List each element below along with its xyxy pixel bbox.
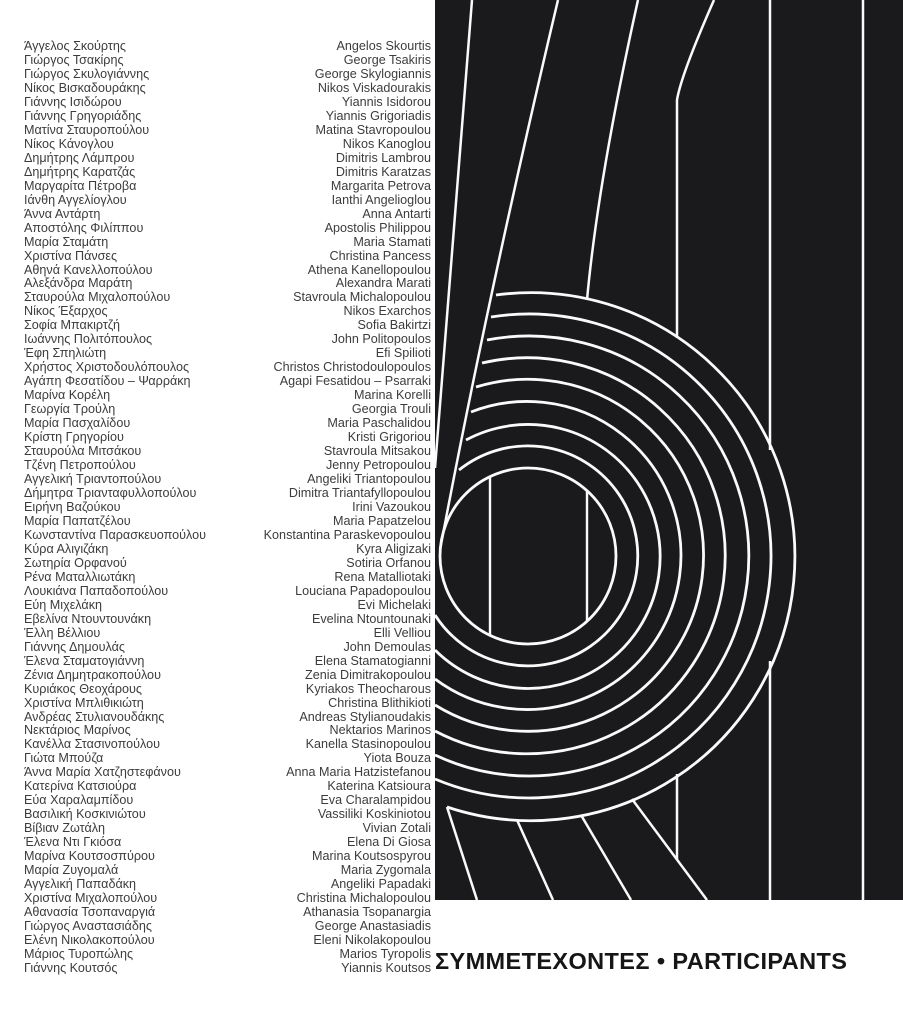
participant-row	[24, 766, 431, 780]
participant-name-english: Louciana Papadopoulou	[295, 583, 431, 598]
participant-name-english: Kristi Grigoriou	[347, 430, 431, 445]
participant-name-greek: Αθανασία Τσοπαναργιά	[24, 905, 156, 920]
participant-name-greek: Σωτηρία Ορφανού	[24, 555, 127, 570]
participant-name-greek: Γεωργία Τρούλη	[24, 402, 116, 417]
participant-name-english: Dimitra Triantafyllopoulou	[288, 486, 431, 500]
participant-row	[24, 152, 431, 166]
participant-row	[24, 669, 431, 683]
participant-name-english: Athanasia Tsopanargia	[303, 905, 431, 920]
participant-row	[24, 222, 431, 236]
participant-name-greek: Αθηνά Κανελλοπούλου	[24, 262, 153, 277]
participant-name-english: Eva Charalampidou	[320, 793, 431, 808]
participant-name-english: John Demoulas	[343, 639, 431, 654]
participant-name-english: Anna Antarti	[362, 206, 431, 221]
participant-name-english: Yiannis Grigoriadis	[325, 108, 431, 123]
participant-name-english: Eleni Nikolakopoulou	[313, 933, 431, 947]
stem-line-3	[587, 0, 638, 300]
participant-row	[24, 864, 431, 878]
participant-name-greek: Κανέλλα Στασινοπούλου	[24, 737, 160, 752]
participant-name-english: Sofia Bakirtzi	[357, 318, 431, 333]
participant-row	[24, 291, 431, 305]
participant-name-english: Yiota Bouza	[363, 751, 431, 766]
participant-name-greek: Χριστίνα Πάνσες	[24, 248, 118, 263]
participant-row	[24, 110, 431, 124]
participant-name-english: Maria Zygomala	[340, 863, 431, 878]
ray-4	[632, 799, 707, 900]
participant-row	[24, 40, 431, 54]
participant-name-greek: Χριστίνα Μπλιθικιώτη	[24, 695, 144, 710]
participant-row	[24, 934, 431, 948]
participant-name-greek: Ζένια Δημητρακοπούλου	[24, 667, 161, 682]
participant-name-greek: Μαρία Παπατζέλου	[24, 513, 131, 528]
participant-name-english: Jenny Petropoulou	[325, 458, 431, 473]
participant-name-greek: Αποστόλης Φιλίππου	[24, 220, 144, 235]
participant-name-english: Georgia Trouli	[351, 402, 431, 417]
participant-name-greek: Κύρα Αλιγιζάκη	[24, 541, 109, 556]
participant-name-english: Nektarios Marinos	[329, 723, 431, 738]
participant-name-english: Christina Blithikioti	[328, 695, 431, 710]
participant-name-greek: Γιώργος Σκυλογιάννης	[24, 66, 150, 81]
participant-name-greek: Αγάπη Φεσατίδου – Ψαρράκη	[24, 374, 191, 389]
participant-name-greek: Μαρίνα Κορέλη	[24, 388, 111, 403]
participant-name-greek: Άννα Αντάρτη	[24, 206, 101, 221]
participant-name-greek: Ανδρέας Στυλιανουδάκης	[24, 709, 165, 724]
participant-name-english: Marina Korelli	[354, 388, 431, 403]
participant-name-greek: Γιάννης Κουτσός	[24, 960, 118, 975]
participant-name-english: George Anastasiadis	[314, 919, 431, 934]
participant-name-english: Nikos Viskadourakis	[317, 80, 431, 95]
participant-name-greek: Μαρία Πασχαλίδου	[24, 416, 131, 431]
poster-panel	[435, 0, 903, 900]
participant-name-english: Kyriakos Theocharous	[305, 681, 431, 696]
participant-name-english: Marios Tyropolis	[339, 946, 431, 961]
ring-1	[440, 468, 616, 644]
participant-row	[24, 473, 431, 487]
participant-row	[24, 403, 431, 417]
participant-name-english: John Politopoulos	[331, 332, 431, 347]
participant-name-english: Sotiria Orfanou	[346, 555, 431, 570]
participant-row	[24, 236, 431, 250]
participant-name-greek: Ρένα Ματαλλιωτάκη	[24, 569, 136, 584]
ray-2	[517, 820, 553, 900]
vertical-bars	[677, 0, 863, 900]
participant-row	[24, 697, 431, 711]
participant-name-english: Yiannis Koutsos	[341, 960, 431, 975]
participant-name-english: Vivian Zotali	[362, 821, 431, 836]
participant-name-greek: Γιώργος Αναστασιάδης	[24, 919, 152, 934]
participant-row	[24, 54, 431, 68]
participant-row	[24, 724, 431, 738]
participant-name-english: Konstantina Paraskevopoulou	[263, 527, 431, 542]
participant-row	[24, 962, 431, 976]
participant-row	[24, 277, 431, 291]
participant-name-greek: Έλενα Σταματογιάννη	[24, 653, 145, 668]
participant-row	[24, 417, 431, 431]
participant-row	[24, 906, 431, 920]
participant-name-english: Agapi Fesatidou – Psarraki	[279, 374, 431, 389]
participant-name-english: Stavroula Michalopoulou	[293, 290, 431, 305]
participant-name-english: Elena Di Giosa	[347, 835, 431, 850]
participant-row	[24, 571, 431, 585]
participant-name-greek: Τζένη Πετροπούλου	[24, 458, 136, 473]
participant-name-greek: Σταυρούλα Μιτσάκου	[24, 444, 142, 459]
caption-participants: ΣΥΜΜΕΤΕΧΟΝΤΕΣ • PARTICIPANTS	[435, 948, 848, 974]
participant-name-greek: Ματίνα Σταυροπούλου	[24, 122, 150, 137]
participant-name-english: Maria Stamati	[353, 234, 431, 249]
participant-row	[24, 892, 431, 906]
inner-chords	[490, 477, 587, 635]
participant-name-english: Nikos Exarchos	[343, 304, 431, 319]
participant-name-greek: Βασιλική Κοσκινιώτου	[24, 807, 146, 822]
participant-row	[24, 68, 431, 82]
participant-name-english: Christina Michalopoulou	[296, 891, 431, 906]
ray-1	[447, 807, 477, 900]
participant-name-english: Rena Matalliotaki	[334, 569, 431, 584]
participant-row	[24, 543, 431, 557]
participant-name-greek: Έφη Σπηλιώτη	[24, 346, 107, 361]
participant-name-greek: Δημήτρης Λάμπρου	[24, 150, 135, 165]
participant-row	[24, 82, 431, 96]
participant-name-english: Elena Stamatogianni	[314, 653, 431, 668]
participant-row	[24, 305, 431, 319]
participant-row	[24, 180, 431, 194]
participant-name-greek: Σοφία Μπακιρτζή	[24, 318, 121, 333]
participant-name-english: Evelina Ntountounaki	[311, 611, 431, 626]
participant-row	[24, 375, 431, 389]
participant-name-greek: Λουκιάνα Παπαδοπούλου	[24, 583, 169, 598]
participant-name-greek: Άγγελος Σκούρτης	[24, 39, 126, 53]
participant-name-english: George Tsakiris	[343, 52, 431, 67]
participant-name-greek: Αγγελική Παπαδάκη	[24, 877, 137, 892]
participant-row	[24, 361, 431, 375]
participant-name-english: Dimitris Lambrou	[335, 150, 431, 165]
participant-row	[24, 585, 431, 599]
participant-name-english: Athena Kanellopoulou	[307, 262, 431, 277]
participant-row	[24, 752, 431, 766]
participant-name-greek: Εβελίνα Ντουντουνάκη	[24, 611, 152, 626]
ring-2	[435, 446, 638, 666]
participants-list	[24, 40, 431, 976]
participant-name-greek: Δημήτρης Καρατζάς	[24, 164, 136, 179]
participant-name-english: Matina Stavropoulou	[315, 122, 431, 137]
participant-name-english: Yiannis Isidorou	[341, 94, 431, 109]
participant-name-english: Christos Christodoulopoulos	[273, 360, 431, 375]
participant-name-greek: Ειρήνη Βαζούκου	[24, 499, 121, 514]
participant-row	[24, 389, 431, 403]
participant-row	[24, 641, 431, 655]
participant-row	[24, 808, 431, 822]
participant-name-greek: Αλεξάνδρα Μαράτη	[24, 276, 133, 291]
participant-name-greek: Εύη Μιχελάκη	[24, 597, 102, 612]
stem-line-1	[435, 0, 472, 468]
participant-name-greek: Νεκτάριος Μαρίνος	[24, 723, 131, 738]
participant-row	[24, 794, 431, 808]
participant-name-english: Stavroula Mitsakou	[323, 444, 431, 459]
ring-4	[435, 401, 681, 709]
participant-name-greek: Γιώργος Τσακίρης	[24, 52, 124, 67]
participant-name-greek: Ιωάννης Πολιτόπουλος	[24, 332, 153, 347]
ring-7	[435, 336, 749, 776]
participant-name-greek: Μαρία Σταμάτη	[24, 234, 109, 249]
participant-name-greek: Κατερίνα Κατσιούρα	[24, 779, 137, 794]
participant-name-greek: Κρίστη Γρηγορίου	[24, 430, 124, 445]
participant-name-greek: Γιώτα Μπούζα	[24, 751, 104, 766]
participant-name-english: Marina Koutsospyrou	[311, 849, 431, 864]
participant-name-greek: Χρήστος Χριστοδουλόπουλος	[24, 360, 190, 375]
participant-name-greek: Γιάννης Γρηγοριάδης	[24, 108, 142, 123]
bottom-rays	[447, 799, 707, 900]
participant-row	[24, 445, 431, 459]
participant-name-english: Kyra Aligizaki	[356, 541, 431, 556]
participant-name-greek: Μαρία Ζυγομαλά	[24, 863, 119, 878]
participant-row	[24, 501, 431, 515]
participant-name-english: Vassiliki Koskiniotou	[317, 807, 431, 822]
participant-name-greek: Δήμητρα Τριανταφυλλοπούλου	[24, 486, 197, 500]
participant-name-greek: Νίκος Έξαρχος	[24, 304, 108, 319]
participant-row	[24, 347, 431, 361]
participant-row	[24, 822, 431, 836]
participant-name-greek: Χριστίνα Μιχαλοπούλου	[24, 891, 158, 906]
participant-name-greek: Κυριάκος Θεοχάρους	[24, 681, 142, 696]
participant-row	[24, 655, 431, 669]
participant-name-english: Apostolis Philippou	[324, 220, 431, 235]
participant-row	[24, 194, 431, 208]
participant-name-english: Dimitris Karatzas	[335, 164, 431, 179]
participant-name-english: Maria Paschalidou	[327, 416, 431, 431]
participant-name-greek: Εύα Χαραλαμπίδου	[24, 793, 134, 808]
participant-name-greek: Κωνσταντίνα Παρασκευοπούλου	[24, 527, 206, 542]
participant-name-english: George Skylogiannis	[314, 66, 431, 81]
participant-row	[24, 711, 431, 725]
participant-name-greek: Μάριος Τυροπώλης	[24, 946, 134, 961]
participant-row	[24, 166, 431, 180]
participant-name-english: Ianthi Angelioglou	[331, 192, 431, 207]
participant-name-english: Kanella Stasinopoulou	[305, 737, 431, 752]
participant-row	[24, 738, 431, 752]
participant-name-english: Angeliki Papadaki	[330, 877, 431, 892]
stem-line-4	[677, 0, 714, 338]
participant-row	[24, 138, 431, 152]
participant-row	[24, 431, 431, 445]
participant-name-greek: Μαρίνα Κουτσοσπύρου	[24, 849, 155, 864]
participant-name-greek: Έλενα Ντι Γκιόσα	[24, 835, 122, 850]
participant-row	[24, 264, 431, 278]
participant-name-greek: Βίβιαν Ζωτάλη	[24, 821, 106, 836]
six-spiral-graphic	[435, 0, 903, 900]
participant-name-greek: Ιάνθη Αγγελίογλου	[24, 192, 127, 207]
participant-row	[24, 208, 431, 222]
participant-row	[24, 599, 431, 613]
participant-name-english: Andreas Stylianoudakis	[299, 709, 431, 724]
participant-row	[24, 459, 431, 473]
participant-row	[24, 780, 431, 794]
participant-row	[24, 836, 431, 850]
participant-name-english: Elli Velliou	[373, 625, 431, 640]
participant-row	[24, 850, 431, 864]
participant-name-greek: Γιάννης Ισιδώρου	[24, 94, 122, 109]
participant-row	[24, 613, 431, 627]
participant-row	[24, 319, 431, 333]
participant-name-english: Efi Spilioti	[375, 346, 431, 361]
participant-name-english: Anna Maria Hatzistefanou	[286, 765, 431, 780]
participant-name-english: Maria Papatzelou	[332, 513, 431, 528]
participant-name-english: Christina Pancess	[329, 248, 431, 263]
participant-name-english: Nikos Kanoglou	[342, 136, 431, 151]
participant-row	[24, 124, 431, 138]
participant-row	[24, 487, 431, 501]
participant-name-greek: Μαργαρίτα Πέτροβα	[24, 178, 137, 193]
participant-row	[24, 96, 431, 110]
participant-row	[24, 948, 431, 962]
participant-row	[24, 683, 431, 697]
participant-row	[24, 529, 431, 543]
participant-name-greek: Νίκος Βισκαδουράκης	[24, 80, 146, 95]
participant-name-english: Angelos Skourtis	[336, 39, 431, 53]
stem-fan	[435, 0, 714, 550]
participant-name-english: Katerina Katsioura	[327, 779, 431, 794]
participant-row	[24, 557, 431, 571]
participant-row	[24, 515, 431, 529]
participant-name-greek: Νίκος Κάνογλου	[24, 136, 114, 151]
participant-name-english: Evi Michelaki	[357, 597, 431, 612]
participant-name-english: Alexandra Marati	[335, 276, 431, 291]
participant-row	[24, 333, 431, 347]
participant-row	[24, 878, 431, 892]
participant-row	[24, 250, 431, 264]
participant-row	[24, 627, 431, 641]
participant-name-greek: Έλλη Βέλλιου	[24, 625, 101, 640]
participant-name-english: Irini Vazoukou	[352, 499, 431, 514]
participant-name-english: Angeliki Triantopoulou	[307, 472, 431, 487]
participant-name-greek: Αγγελική Τριαντοπούλου	[24, 472, 162, 487]
ring-9	[447, 293, 795, 821]
participant-name-greek: Σταυρούλα Μιχαλοπούλου	[24, 290, 171, 305]
participant-name-greek: Άννα Μαρία Χατζηστεφάνου	[24, 765, 181, 780]
participant-row	[24, 920, 431, 934]
participant-name-greek: Ελένη Νικολακοπούλου	[24, 933, 155, 947]
participant-name-english: Zenia Dimitrakopoulou	[305, 667, 431, 682]
participant-name-english: Margarita Petrova	[330, 178, 431, 193]
ray-3	[581, 815, 631, 900]
participant-name-greek: Γιάννης Δημουλάς	[24, 639, 125, 654]
